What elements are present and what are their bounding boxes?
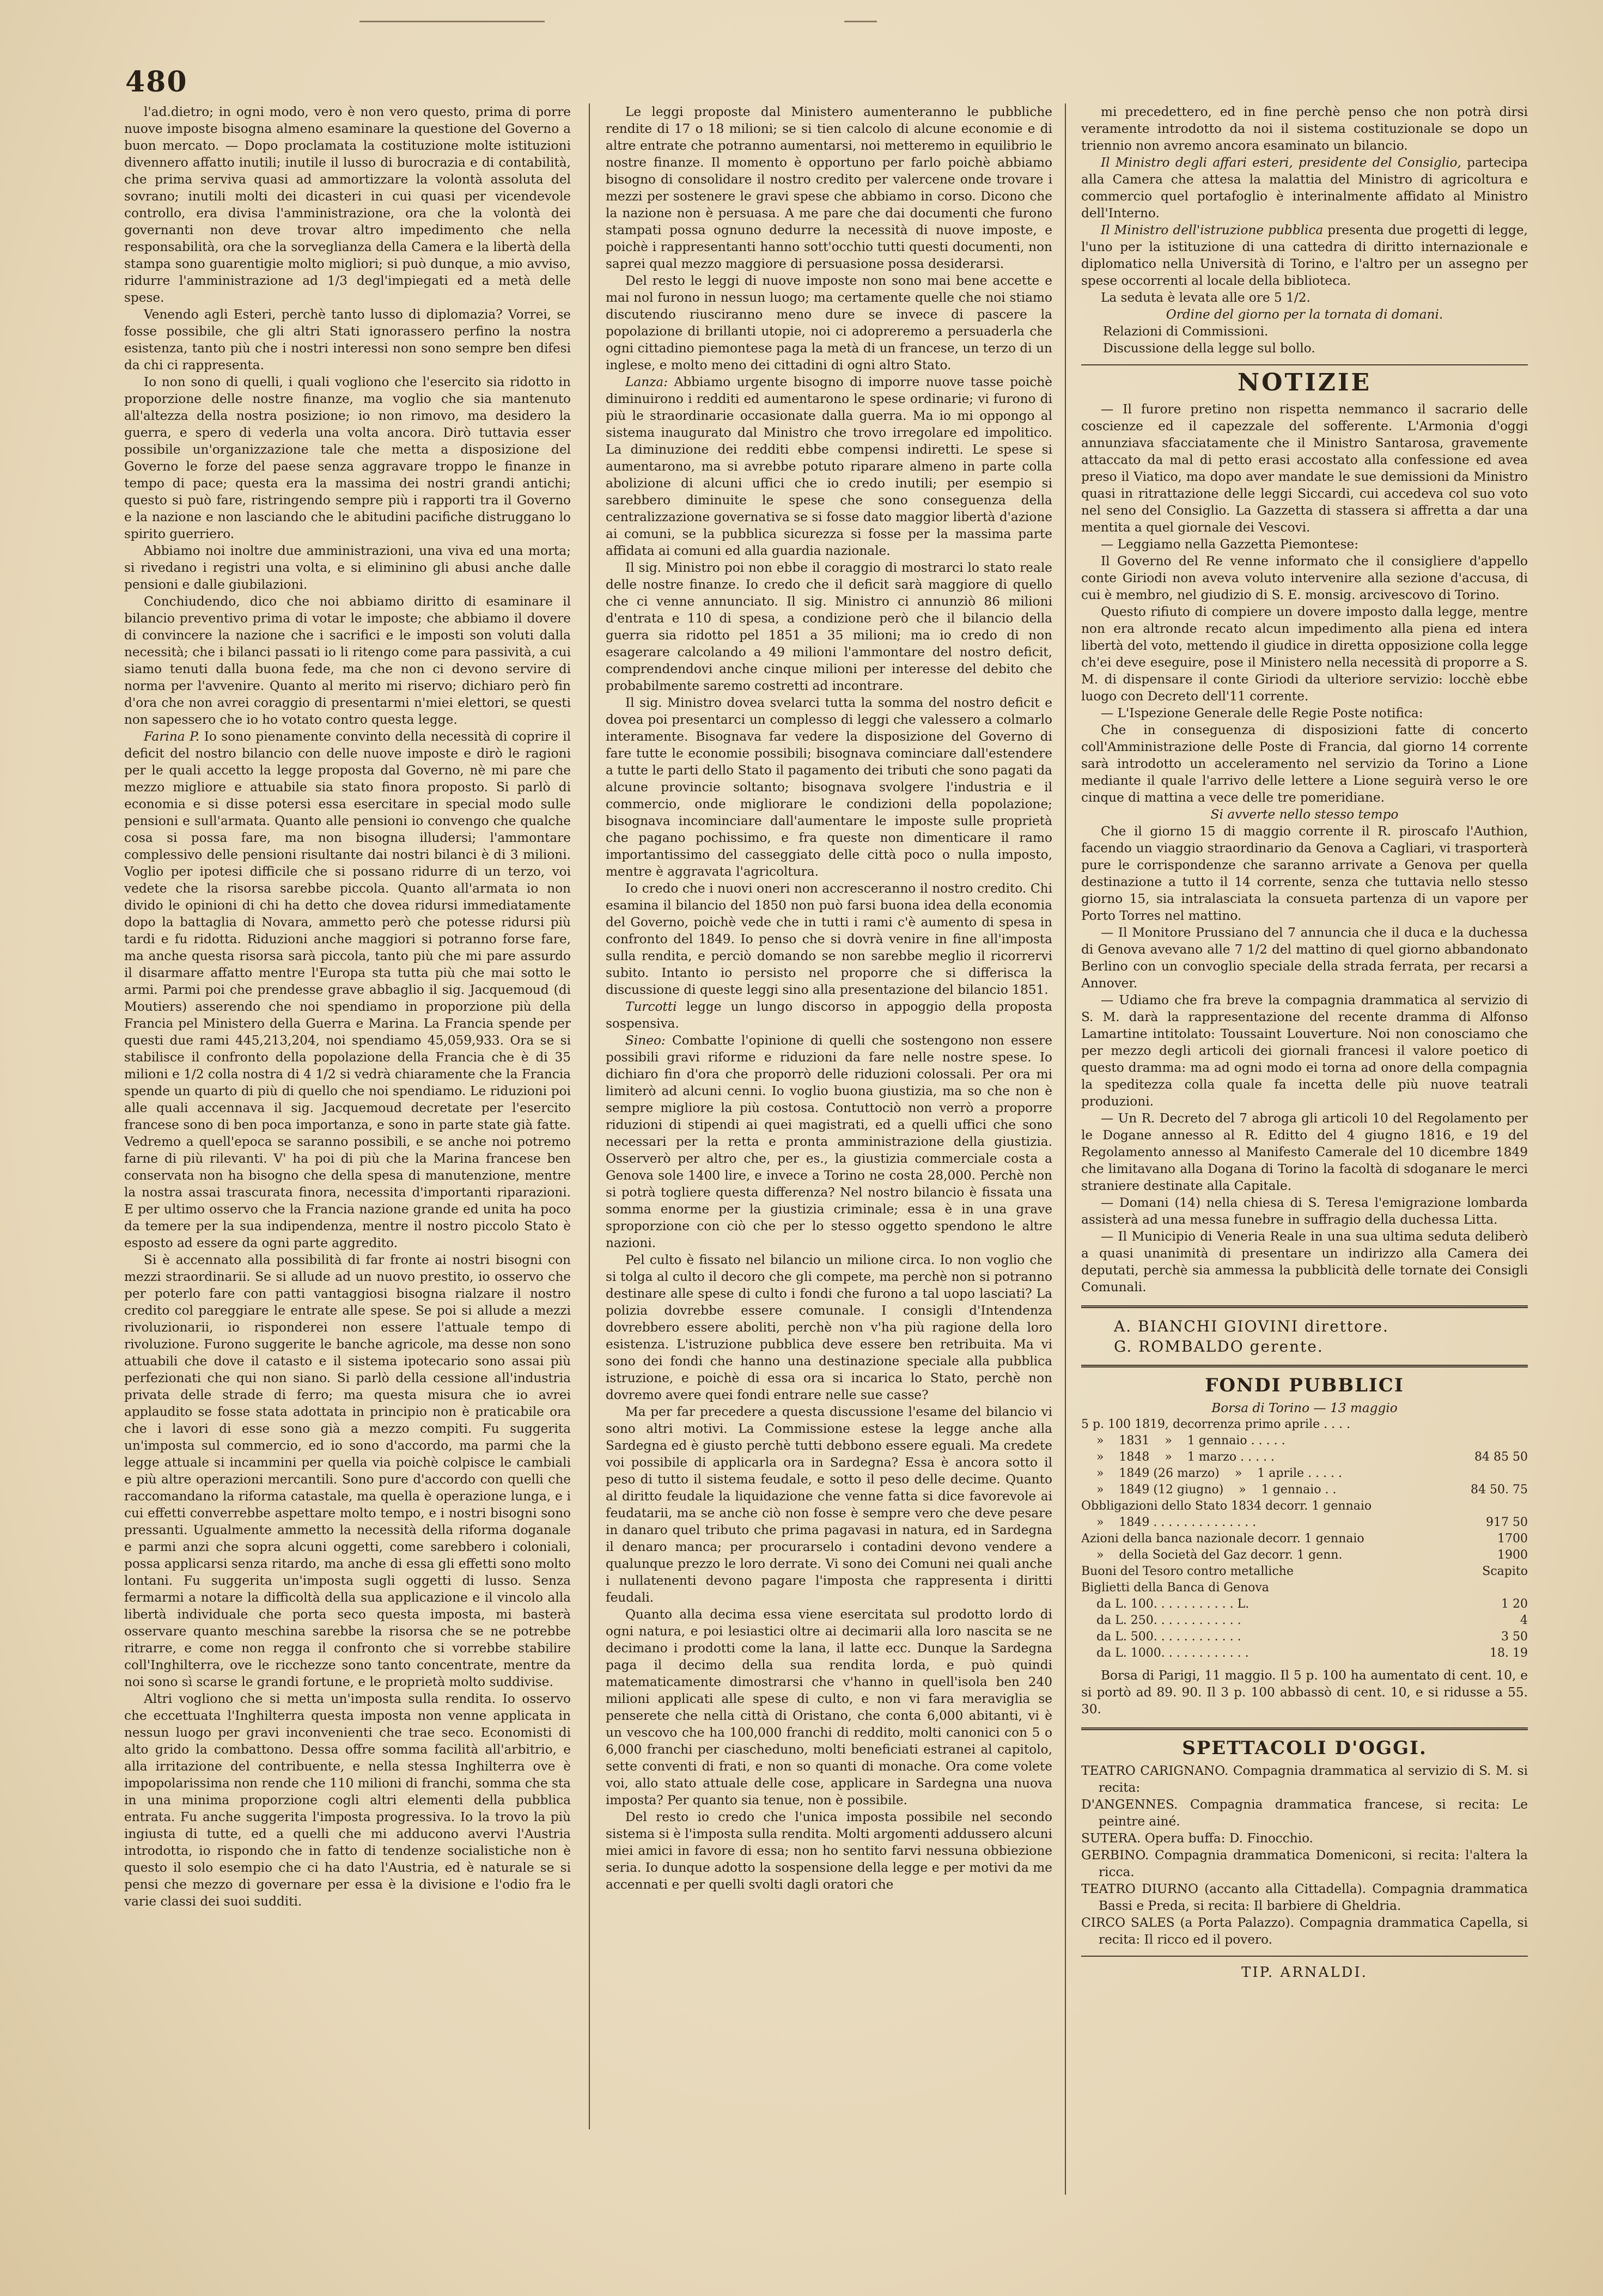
fondi-label: da L. 500. . . . . . . . . . . . [1081,1630,1241,1644]
news-paragraph: — Un R. Decreto del 7 abroga gli articoli 10 del Regolamento per le Dogane annesso al R. Editto del 4 giugno 1816, e 19 del Regolamento annesso al Manifesto Camerale del 10 dicembre 1849 che limitavano alla Dogana di Torino la facoltà di sdoganare le merci straniere destinate alla Capitale. [1081,1111,1528,1193]
article-paragraph [606,1809,1052,1893]
fondi-label: da L. 100. . . . . . . . . . . L. [1081,1597,1250,1611]
news-paragraph: Che il giorno 15 di maggio corrente il R. piroscafo l'Authion, facendo un viaggio straordinario da Genova a Cagliari, vi trasporterà pure le corrispondenze che saranno arrivate a Genova per quella destinazione a tutto il 14 corrente, senza che tuttavia nello stesso giorno 15, sia intralasciata la consueta partenza di un vapore per Porto Torres nel mattino. [1081,824,1528,923]
article-paragraph [1081,103,1528,154]
news-paragraph: — Il Monitore Prussiano del 7 annuncia che il duca e la duchessa di Genova avevano alle 7 1/2 del mattino di quel giorno abbandonato Berlino con un convoglio speciale della strada ferrata, per recarsi a Annover. [1081,925,1528,991]
speaker-name: Il Ministro degli affari esteri, presidente del Consiglio, [1101,155,1461,170]
top-ornament-mark [844,21,877,22]
news-paragraph: — Domani (14) nella chiesa di S. Teresa l'emigrazione lombarda assisterà ad una messa funebre in suffragio della duchessa Litta. [1081,1195,1528,1227]
article-paragraph [606,1606,1052,1809]
top-ornament-line [359,21,545,22]
show-listing: D'ANGENNES. Compagnia drammatica francese, si recita: Le peintre ainé. [1081,1797,1528,1829]
article-paragraph [606,880,1052,998]
paragraph-text: Si è accennato alla possibilità di far fronte ai nostri bisogni con mezzi straordinarii. Se si allude ad un nuovo prestito, io osservo che per poterlo fare con patti vantaggiosi bisogna rialzare il nostro credito col pareggiare le entrate alle spese. Se poi si allude a mezzi rivoluzionarii, io risponderei non essere l'attuale tempo di rivoluzione. Furono suggerite le banche agricole, ma desse non sono attuabili che dove il catasto e il sistema ipotecario sono assai più perfezionati che qui non siano. Si parlò della cessione all'industria privata delle strade di ferro; ma questa misura che io avrei applaudito se fosse stata adottata in principio non è praticabile ora che i lavori di esse sono già a mezzo compiti. Fu suggerita un'imposta sul commercio, ed io sono d'accordo, ma parmi che la legge attuale si incammini per quella via poichè colpisce le cambiali e più altre operazioni mercantili. Sono pure d'accordo con quelli che raccomandano la riforma catastale, ma quella è operazione lunga, e i cui effetti converrebbe aspettare molto tempo, e i nostri bisogni sono pressanti. Ugualmente ammetto la necessità della riforma doganale e parmi anzi che sopra alcuni oggetti, come sarebbero i coloniali, possa applicarsi senza ritardo, ma anche di essa gli effetti sono molto lontani. Fu suggerita un'imposta sugli oggetti di lusso. Senza fermarmi a notare la difficoltà della sua applicazione e il vincolo alla libertà individuale che porta seco questa imposta, mi basterà osservare quanto meschina sarebbe la risorsa che se ne potrebbe ritrarre, e come non regga il confronto che si vorrebbe stabilire coll'Inghilterra, ove le ricchezze sono tanto concentrate, mentre da noi sono sì scarse le grandi fortune, e le proprietà molto suddivise. [124,1253,571,1689]
fondi-label: » 1848 » 1 marzo . . . . . [1081,1450,1275,1464]
fondi-value: 917 50 [1486,1516,1528,1529]
article-paragraph [606,103,1052,272]
article-paragraph [1081,154,1528,222]
column-3-top-paragraphs [1081,103,1528,306]
column-divider [589,103,590,2129]
speaker-name: Sineo: [625,1033,666,1048]
order-item: Discussione della legge sul bollo. [1103,341,1315,356]
paragraph-text: Venendo agli Esteri, perchè tanto lusso di diplomazia? Vorrei, se fosse possibile, che gli altri Stati ignorassero perfino la nostra esistenza, tanto più che i nostri interessi non sono sempre ben difesi da chi ci rappresenta. [124,307,571,373]
table-row [1081,1613,1528,1629]
fondi-value [1462,1498,1528,1515]
paragraph-text: Altri vogliono che si metta un'imposta sulla rendita. Io osservo che eccettuata l'Inghilterra questa imposta non venne applicata in nessun luogo per gravi inconvenienti che trae seco. Economisti di alto grido la combattono. Dessa offre somma facilità all'arbitrio, e alla irritazione del contribuente, e nella stessa Inghilterra ove è impopolarissima non rende che 110 milioni di franchi, somma che sta in una minima proporzione cogli altri elementi della pubblica entrata. Fu anche suggerita l'imposta progressiva. Io la trovo la più ingiusta di tutte, ed a quelli che mi adducono avervi l'Austria introdotta, io rispondo che in fatto di tendenze socialistiche non è questo il solo esempio che ci ha dato l'Austria, ed è naturale se si pensi che mezzo di governare per essa è la divisione e l'odio fra le varie classi dei suoi sudditi. [124,1692,571,1909]
table-row [1081,1449,1528,1465]
page-number: 480 [125,65,188,99]
table-row [1081,1547,1528,1564]
column-divider [1065,103,1066,2195]
fondi-value [1462,1433,1528,1449]
fondi-label: da L. 1000. . . . . . . . . . . . [1081,1646,1249,1660]
fondi-label: 5 p. 100 1819, decorrenza primo aprile . . . . [1081,1418,1351,1431]
spettacoli-heading: SPETTACOLI D'OGGI. [1182,1737,1427,1759]
fondi-value: 18. 19 [1490,1646,1528,1660]
fondi-value [1462,1416,1528,1433]
column-1 [124,103,571,2129]
article-paragraph [124,728,571,1251]
paragraph-text: Il sig. Ministro dovea svelarci tutta la somma del nostro deficit e dovea poi presentarci un complesso di leggi che valessero a colmarlo interamente. Bisognava far vedere la disposizione del Governo di fare tutte le economie possibili; bisognava cominciare dall'estendere a tutte le parti dello Stato il pagamento dei tributi che sono pagati da alcune provincie soltanto; bisognava svolgere l'industria e il commercio, onde migliorare le condizioni della popolazione; bisognava incominciare dall'aumentare le imposte sulle proprietà che pagano pochissimo, e fra queste non dimenticare il ramo importantissimo del casseggiato delle città poco o nulla imposto, mentre è aggravata l'agricoltura. [606,695,1052,879]
table-row [1081,1645,1528,1662]
fondi-label: Biglietti della Banca di Genova [1081,1581,1269,1595]
director-credit: A. BIANCHI GIOVINI direttore. [1114,1317,1389,1335]
speaker-name: Lanza: [625,375,668,389]
table-row [1081,1531,1528,1547]
credits-rule [1081,1305,1528,1308]
paragraph-text: Pel culto è fissato nel bilancio un milione circa. Io non voglio che si tolga al culto il decoro che gli compete, ma perchè non si potranno destinare alle spese di culto i fondi che furono a tal uopo lasciati? La polizia dovrebbe essere comunale. I consigli d'Intendenza dovrebbero essere aboliti, perchè non v'ha più ragione della loro esistenza. L'istruzione pubblica deve essere ben retribuita. Ma vi sono dei fondi che hanno una destinazione speciale alla pubblica istruzione, e poichè di essa ora si incarica lo Stato, perchè non dovremo avere quei fondi entrare nelle sue casse? [606,1253,1052,1402]
fondi-value: 84 85 50 [1474,1450,1528,1464]
article-paragraph [606,1251,1052,1403]
paragraph-text: Conchiudendo, dico che noi abbiamo diritto di esaminare il bilancio preventivo prima di votar le imposte; che abbiamo il dovere di convincere la nazione che i sacrifici e le imposti son voluti dalla necessità; che i bilanci passati io li ritengo come para passività, a cui siamo tenuti dalla buona fede, ma che non ci devono servire di norma per l'avvenire. Quanto al merito mi riservo; dichiaro però fin d'ora che non avrei coraggio di presentarmi n'miei elettori, se questi non sapessero che io ho votato contro questa legge. [124,594,571,727]
article-paragraph [1081,289,1528,306]
article-paragraph [606,694,1052,880]
paragraph-text: Il sig. Ministro poi non ebbe il coraggio di mostrarci lo stato reale delle nostre finanze. Io credo che il deficit sarà maggiore di quello che ci venne annunciato. Il sig. Ministro ci annunziò 86 milioni d'entrata e 110 di spesa, a condizione però che il bilancio della guerra sia ridotto pel 1851 a 35 milioni; ma io credo di non esagerare calcolando a 49 milioni l'ammontare del nostro deficit, comprendendovi anche cinque milioni per interesse del debito che probabilmente saremo costretti ad incontrare. [606,560,1052,693]
fondi-label: Buoni del Tesoro contro metalliche [1081,1565,1294,1578]
article-paragraph [124,374,571,542]
table-row [1081,1580,1528,1596]
order-item: Relazioni di Commissioni. [1103,324,1269,339]
show-listing: GERBINO. Compagnia drammatica Domeniconi, si recita: l'altera la ricca. [1081,1848,1528,1879]
fondi-value: 1700 [1497,1532,1528,1546]
news-paragraph: Questo rifiuto di compiere un dovere imposto dalla legge, mentre non era altronde recato alcun impedimento alla piena ed intera libertà del voto, mettendo il giudice in diretta opposizione colla legge ch'ei deve eseguire, pose il Ministero nella necessità di proporre a S. M. di dispensare il conte Giriodi da ulteriore servizio: locchè ebbe luogo con Decreto dell'11 corrente. [1081,604,1528,704]
table-row [1081,1629,1528,1645]
paragraph-text: partecipa alla Camera che attesa la malattia del Ministro di agricoltura e commercio quel portafoglio è interinalmente affidato al Ministro dell'Interno. [1081,155,1528,221]
fondi-value: 1 20 [1501,1597,1528,1611]
borsa-parigi-paragraph: Borsa di Parigi, 11 maggio. Il 5 p. 100 ha aumentato di cent. 10, e si portò ad 89. 90. Il 3 p. 100 abbassò di cent. 10, e si ridusse a 55. 30. [1081,1668,1528,1717]
paragraph-text: Combatte l'opinione di quelli che sostengono non essere possibili gravi riforme e riduzioni da fare nelle nostre spese. Io dichiaro fin d'ora che proporrò delle riduzioni colossali. Per ora mi limiterò ad alcuni cenni. Io voglio buona giustizia, ma so che non è sempre migliore la più costosa. Contuttociò non verrò a proporre riduzioni di stipendi ai quei magistrati, ed a quelli uffici che sono necessari per la retta e pronta amministrazione della giustizia. Osserverò per altro che, per es., la giustizia commerciale costa a Genova sole 1400 lire, e invece a Torino ne costa 28,000. Perchè non si potrà togliere questa differenza? Nel nostro bilancio è fissata una somma enorme per la giustizia criminale; essa è in una grave sproporzione con ciò che per lo stesso oggetto spendono le altre nazioni. [606,1033,1052,1250]
fondi-value: 1900 [1497,1548,1528,1562]
fondi-label: » 1849 (26 marzo) » 1 aprile . . . . . [1081,1467,1343,1480]
article-paragraph [606,1403,1052,1606]
article-paragraph [606,1032,1052,1251]
borsa-torino-line: Borsa di Torino — 13 maggio [1211,1401,1398,1415]
article-paragraph [124,1690,571,1910]
paragraph-text: presenta due progetti di legge, l'uno per la istituzione di una cattedra di diritto internazionale e diplomatico nella Università di Torino, e l'altro per un assegno per spese occorrenti al locale della biblioteca. [1081,223,1528,288]
paragraph-text: Abbiamo noi inoltre due amministrazioni, una viva ed una morta; si rivedano i registri una volta, e si eliminino gli abusi anche dalle pensioni e dalle giubilazioni. [124,544,571,592]
speaker-name: Il Ministro dell'istruzione pubblica [1101,223,1324,237]
table-row [1081,1416,1528,1433]
paragraph-text: Abbiamo urgente bisogno di imporre nuove tasse poichè diminuirono i redditi ed aumentarono le spese ordinarie; vi furono di più le straordinarie occasionate dalla guerra. Ma io mi oppongo al sistema inaugurato dal Ministro che trovo irregolare ed impolitico. La diminuzione dei redditi ebbe compensi indiretti. Le spese si aumentarono, ma si avrebbe potuto riparare almeno in parte colla abolizione di alcuni uffici che io credo inutili; per esempio si sarebbero diminuite le spese che sono conseguenza della centralizzazione governativa se si fosse dato maggior libertà d'azione ai comuni, se la pubblica sicurezza si fosse per la massima parte affidata ai comuni ed alla guardia nazionale. [606,375,1052,558]
fondi-value: 84 50. 75 [1471,1483,1528,1497]
fondi-value [1462,1580,1528,1596]
paragraph-text: Ma per far precedere a questa discussione l'esame del bilancio vi sono altri motivi. La Commissione estese la legge anche alla Sardegna ed è giusto perchè tutti debbono essere eguali. Ma credete voi possibile di applicarla ora in Sardegna? Essa è ancora sotto il peso di tutto il sistema feudale, e sotto il peso delle decime. Quanto al diritto feudale la liquidazione che venne fatta si dice favorevole ai feudatarii, ma se anche ciò non fosse è sempre vero che deve pesare in danaro quel tributo che prima pagavasi in natura, ed in Sardegna il denaro manca; per procurarselo i contadini devono vendere a qualunque prezzo le loro derrate. Vi sono dei Comuni nei quali anche i nullatenenti devono pagare l'imposta che rappresenta i diritti feudali. [606,1405,1052,1605]
notizie-paragraphs-2 [1081,823,1528,1296]
news-paragraph: — Il furore pretino non rispetta nemmanco il sacrario delle coscienze ed il capezzale del sofferente. L'Armonia d'oggi annunziava sfacciatamente che il Ministro Santarosa, gravemente attaccato da mal di petto erasi accostato alla confessione ed avea preso il Viatico, ma dopo aver mandate le sue demissioni da Ministro quasi in ritrattazione delle leggi Siccardi, cui accedeva col suo voto nel seno del Consiglio. La Gazzetta di stassera si affretta a dar una mentita a quel giornale dei Vescovi. [1081,402,1528,535]
printer-imprint: TIP. ARNALDI. [1241,1964,1368,1981]
show-listing: SUTERA. Opera buffa: D. Finocchio. [1081,1831,1314,1846]
fondi-table [1081,1416,1528,1662]
fondi-label: » 1831 » 1 gennaio . . . . . [1081,1434,1285,1448]
show-listing: TEATRO DIURNO (accanto alla Cittadella). Compagnia drammatica Bassi e Preda, si recita: Il barbiere di Gheldria. [1081,1882,1528,1913]
article-paragraph [124,306,571,374]
table-row [1081,1564,1528,1580]
paragraph-text: Del resto le leggi di nuove imposte non sono mai bene accette e mai nol furono in nessun luogo; ma certamente quelle che noi stiamo discutendo riusciranno meno dure se invece di pascere la popolazione di brillanti utopie, noi ci adopreremo a persuaderla che ogni cittadino piemontese paga la metà di un francese, un terzo di un inglese, e molto meno dei cittadini di ogni altro Stato. [606,273,1052,373]
notizie-heading: NOTIZIE [1237,369,1372,396]
fondi-value: 4 [1520,1614,1528,1627]
news-paragraph: — L'Ispezione Generale delle Regie Poste notifica: [1101,706,1423,720]
column-2 [606,103,1052,2129]
article-paragraph [124,1251,571,1690]
fondi-label: da L. 250. . . . . . . . . . . . [1081,1614,1241,1627]
article-paragraph [124,542,571,593]
show-listing: CIRCO SALES (a Porta Palazzo). Compagnia drammatica Capella, si recita: Il ricco ed il povero. [1081,1915,1528,1947]
article-paragraph [606,998,1052,1032]
show-listing: TEATRO CARIGNANO. Compagnia drammatica al servizio di S. M. si recita: [1081,1763,1528,1795]
speaker-name: Farina P. [144,729,200,744]
article-paragraph [124,593,571,728]
order-of-day-list [1081,323,1528,357]
fondi-label: » 1849 . . . . . . . . . . . . . . [1081,1516,1257,1529]
footer-rule [1081,1956,1528,1957]
paragraph-text: Del resto io credo che l'unica imposta possibile nel secondo sistema si è l'imposta sulla rendita. Molti argomenti addussero alcuni miei amici in favore di essa; non ho sentito farvi nessuna obbiezione seria. Io dunque adotto la sospensione della legge e per motivi da me accennati e per quelli svolti dagli oratori che [606,1810,1052,1892]
article-paragraph [1081,222,1528,289]
speaker-name: Turcotti [625,999,677,1014]
news-paragraph: — Leggiamo nella Gazzetta Piemontese: [1101,537,1359,552]
news-paragraph: — Il Municipio di Veneria Reale in una sua ultima seduta deliberò a quasi unanimità di presentare un indirizzo alla Camera dei deputati, perchè sia ammessa la pubblicità delle tornate dei Consigli Comunali. [1081,1229,1528,1294]
fondi-value: 3 50 [1501,1630,1528,1644]
paragraph-text: mi precedettero, ed in fine perchè penso che non potrà dirsi veramente introdotto da noi il sistema costituzionale se dopo un triennio non avremo ancora esaminato un bilancio. [1081,105,1528,153]
order-of-day-title: Ordine del giorno per la tornata di domani. [1166,307,1443,322]
paragraph-text: Io non sono di quelli, i quali vogliono che l'esercito sia ridotto in proporzione delle nostre finanze, ma voglio che sia mantenuto all'altezza della nostra posizione; io non rimovo, ma desidero la guerra, e spero di vederla una volta ancora. Dirò tuttavia esser possibile un'organizzazione tale che metta a disposizione del Governo le forze del paese senza aggravare troppo le finanze in tempo di pace; questa era la massima dei nostri grandi antichi; questo si può fare, ristringendo sempre più i rapporti tra il Governo e la nazione e non lasciando che le abitudini pacifiche distruggano lo spirito guerriero. [124,375,571,541]
fondi-heading: FONDI PUBBLICI [1205,1375,1404,1396]
article-paragraph [606,374,1052,559]
fondi-rule [1081,1365,1528,1367]
notizie-paragraphs [1081,401,1528,806]
paragraph-text: Le leggi proposte dal Ministero aumenteranno le pubbliche rendite di 17 o 18 milioni; se si tien calcolo di alcune economie e di altre entrate che potranno aumentarsi, noi metteremo in equilibrio le nostre finanze. Il momento è opportuno per farlo poichè abbiamo bisogno di consolidare il nostro credito per valercene onde trovare i mezzi per sostenere le gravi spese che abbiamo in corso. Dicono che la nazione non è persuasa. A me pare che dai documenti che furono stampati possa ognuno dedurre la necessità di nuove imposte, e poichè i rappresentanti hanno sott'occhio tutti questi documenti, non saprei qual mezzo maggiore di persuasione possa desiderarsi. [606,105,1052,271]
fondi-label: Azioni della banca nazionale decorr. 1 gennaio [1081,1532,1364,1546]
paragraph-text: legge un lungo discorso in appoggio della proposta sospensiva. [606,999,1052,1031]
table-row [1081,1596,1528,1613]
fondi-value [1462,1465,1528,1482]
avverte-line: Si avverte nello stesso tempo [1210,807,1399,822]
paragraph-text: l'ad.dietro; in ogni modo, vero è non vero questo, prima di porre nuove imposte bisogna almeno esaminare la questione del Governo a buon mercato. — Dopo proclamata la costituzione molte istituzioni divennero affatto inutili; inutile il lusso di burocrazia e di contabilità, che prima serviva quasi ad ammortizzare la volontà assoluta del sovrano; inutili molti dei dicasteri in cui quasi per vicendevole controllo, era divisa l'amministrazione, ora che la volontà dei governanti non deve trovar altro impedimento che nella responsabilità, ora che la sorveglianza della Camera e la libertà della stampa sono guarentigie molto migliori; si può dunque, a mio avviso, ridurre l'amministrazione ad 1/3 degl'impiegati ed a metà delle spese. [124,105,571,305]
fondi-label: » 1849 (12 giugno) » 1 gennaio . . [1081,1483,1337,1497]
spettacoli-list [1081,1762,1528,1948]
article-paragraph [124,103,571,306]
news-paragraph: — Udiamo che fra breve la compagnia drammatica al servizio di S. M. darà la rappresentazione del recente dramma di Alfonso Lamartine intitolato: Toussaint Louverture. Noi non conosciamo che per mezzo degli articoli dei giornali francesi il valore poetico di questo dramma: ma ad ogni modo ei torna ad onore della compagnia la speditezza colla quale fa incetta delle più nuove teatrali produzioni. [1081,993,1528,1109]
spettacoli-rule [1081,1727,1528,1730]
paragraph-text: Quanto alla decima essa viene esercitata sul prodotto lordo di ogni natura, e poi lesiastici oltre ai decimarii alla loro nascita se ne decimano i prodotti come la lana, il latte ecc. Dunque la Sardegna paga il decimo della sua rendita lorda, e può quindi matematicamente dimostrarsi che v'hanno in quell'isola ben 240 milioni applicati alle spese di culto, e non vi fara meraviglia se penserete che nella città di Oristano, che conta 6,000 abitanti, vi è un vescovo che ha 100,000 franchi di reddito, molti canonici con 5 o 6,000 franchi per ciascheduno, molti beneficiati estranei al capitolo, sette conventi di frati, e non so quanti di monache. Ora come volete voi, allo stato attuale delle cose, applicare in Sardegna una nuova imposta? Per quanto sia tenue, non è possibile. [606,1607,1052,1808]
fondi-value: Scapito [1482,1565,1528,1578]
column-3 [1081,103,1528,2195]
news-paragraph: Il Governo del Re venne informato che il consigliere d'appello conte Giriodi non aveva voluto intervenire alla sezione d'accusa, di cui è membro, nel giudizio di S. E. monsig. arcivescovo di Torino. [1081,554,1528,602]
table-row [1081,1465,1528,1482]
fondi-label: Obbligazioni dello Stato 1834 decorr. 1 gennaio [1081,1499,1372,1513]
table-row [1081,1433,1528,1449]
news-paragraph: Che in conseguenza di disposizioni fatte di concerto coll'Amministrazione delle Poste di Francia, dal giorno 14 corrente sarà introdotto un acceleramento nel servizio da Torino a Lione mediante il quale l'arrivo delle lettere a Lione seguirà verso le ore cinque di mattina a vece delle tre pomeridiane. [1081,723,1528,805]
fondi-label: » della Società del Gaz decorr. 1 genn. [1081,1548,1343,1562]
article-paragraph [606,272,1052,374]
section-rule [1081,364,1528,365]
table-row [1081,1482,1528,1498]
top-margin [0,0,1603,60]
paragraph-text: La seduta è levata alle ore 5 1/2. [1101,290,1311,305]
manager-credit: G. ROMBALDO gerente. [1114,1338,1324,1355]
article-paragraph [606,559,1052,694]
table-row [1081,1498,1528,1515]
paragraph-text: Io credo che i nuovi oneri non accresceranno il nostro credito. Chi esamina il bilancio del 1850 non può farsi buona idea della economia del Governo, poichè vede che in tutti i rami c'è aumento di spesa in confronto del 1849. Io penso che si dovrà venire in fine all'imposta sulla rendita, e perciò domando se non sarebbe meglio il ricorrervi subito. Intanto io persisto nel proporre che si differisca la discussione di queste leggi sino alla presentazione del bilancio 1851. [606,881,1052,997]
table-row [1081,1515,1528,1531]
paragraph-text: Io sono pienamente convinto della necessità di coprire il deficit del nostro bilancio con delle nuove imposte e dirò le ragioni per le quali accetto la legge proposta dal Governo, nè mi pare che mezzo migliore e attuabile sia stato finora proposto. Si parlò di economia e si disse potersi essa esercitare in special modo sulle pensioni e sull'armata. Quanto alle pensioni io convengo che qualche cosa si possa fare, ma non bisogna illudersi; l'ammontare complessivo delle pensioni risultante dai nostri bilanci è di 3 milioni. Voglio per ipotesi difficile che si possano ridurre di un terzo, voi vedete che la risorsa sarebbe piccola. Quanto all'armata io non divido le opinioni di chi ha detto che dovea ridursi immediatamente dopo la battaglia di Novara, ammetto però che potesse ridursi più tardi e fu ridotta. Riduzioni anche maggiori si potranno forse fare, ma anche questa risorsa sarà piccola, tanto più che mi pare assurdo il disarmare affatto mentre l'Europa sta tutta più che mai sotto le armi. Parmi poi che prendesse grave abbaglio il sig. Jacquemoud (di Moutiers) asserendo che noi spendiamo in proporzione più della Francia pel Ministero della Guerra e Marina. La Francia spende per questi due rami 445,213,204, noi spendiamo 45,059,933. Ora se si stabilisce il confronto della popolazione della Francia che è di 35 milioni e 1/2 colla nostra di 4 1/2 si vedrà chiaramente che la Francia spende un quarto di più di quello che noi spendiamo. Le riduzioni poi alle quali accennava il sig. Jacquemoud decretate per l'esercito francese sono di ben poca importanza, e sono in parte state già fatte. Vedremo a quell'epoca se saranno possibili, e se anche noi potremo farne di più rilevanti. V' ha poi di più che la Marina francese ben conservata non ha bisogno che della spesa di manutenzione, mentre la nostra assai trascurata finora, necessita d'importanti riparazioni. E per ultimo osservo che la Francia nazione grande ed unita ha poco da temere per la sua indipendenza, mentre il nostro piccolo Stato è esposto ad essere da ogni parte aggredito. [124,729,571,1250]
